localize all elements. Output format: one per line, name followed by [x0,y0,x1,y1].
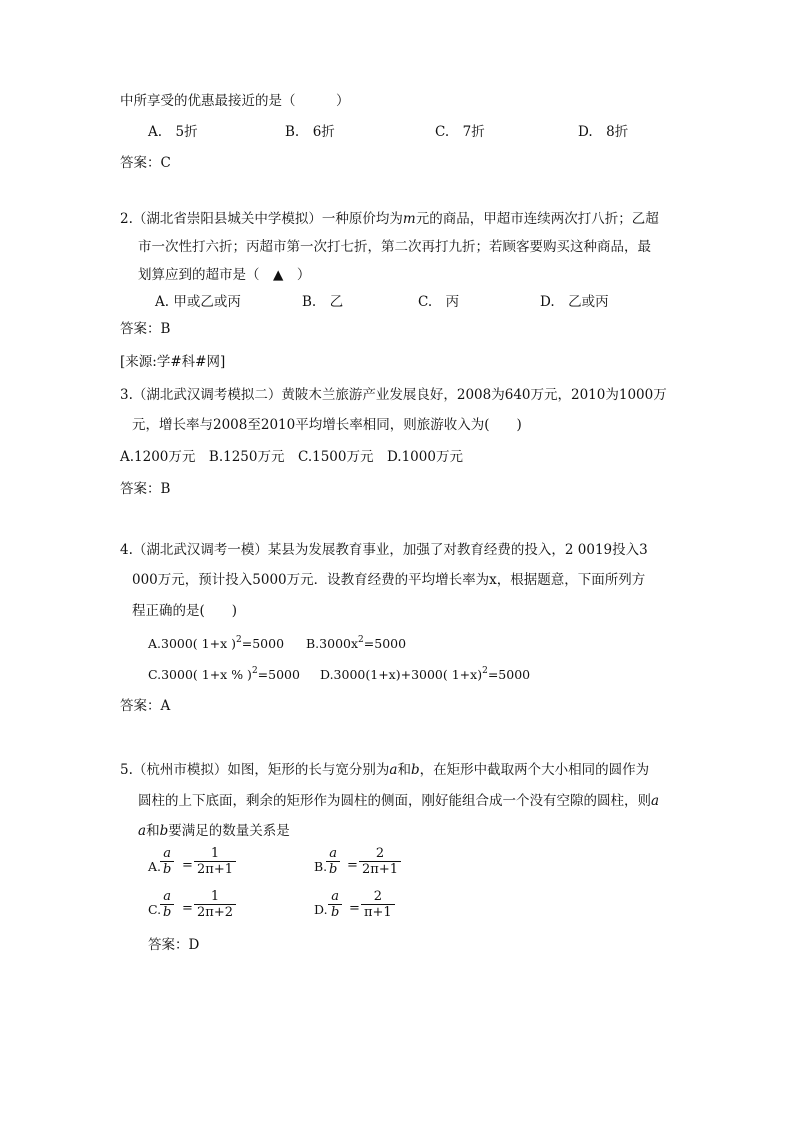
q4-option-c-text: C.3000( 1+x % ) [148,667,252,682]
q5-option-c-lhs-num: a [163,889,172,904]
q1-option-b: B. 6折 [285,124,335,140]
q5-option-c-rhs-num: 1 [210,889,220,904]
q5-option-a-lhs-den: b [163,862,172,877]
q4-option-d-sup: 2 [482,666,488,676]
q5-option-b-label: B. [314,859,328,874]
q3-stem-line1: 3.（湖北武汉调考模拟二）黄陂木兰旅游产业发展良好，2008为640万元，2010为1000万 [120,387,667,403]
q5-var-a-2: a [651,793,660,809]
q5-option-c-lhs-den: b [163,905,172,920]
q1-answer: 答案：C [120,155,171,171]
q2-option-a: A. 甲或乙或丙 [155,294,241,310]
q5-option-b-rhs-den: 2π+1 [362,862,398,877]
q5-option-a-eq: = [182,858,193,873]
q4-option-d [320,666,530,684]
q4-option-c-tail: =5000 [257,667,300,682]
q5-option-c-rhs-den: 2π+2 [197,905,233,920]
q5-var-a-3: a [138,823,147,839]
q5-option-a-rhs [194,846,236,877]
q4-option-a [148,635,284,653]
q5-answer: 答案：D [148,937,200,953]
q5-option-b-eq: = [347,858,358,873]
q5-stem-line3-text-a: 和 [146,823,160,839]
q5-option-b-lhs [326,846,340,877]
q2-option-b: B. 乙 [302,294,344,310]
q4-option-b-sup: 2 [358,635,364,645]
q5-option-a-label: A. [148,859,162,874]
q5-option-d-rhs-num: 2 [373,889,382,904]
q5-option-d-rhs [361,889,395,920]
q4-answer: 答案：A [120,698,171,714]
q2-option-c: C. 丙 [418,294,460,310]
q5-option-d-label: D. [314,902,328,917]
q4-option-b-tail: =5000 [363,636,407,651]
q5-stem-line1-text-a: 5.（杭州市模拟）如图，矩形的长与宽分别为 [120,762,390,778]
q5-option-c-lhs [160,889,174,920]
q5-stem-line1-text-b: 和 [397,762,411,778]
q4-option-d-text: D.3000(1+x)+3000( 1+x) [320,667,483,682]
q5-option-b-rhs [359,846,401,877]
q4-option-c [148,666,300,684]
q5-var-a: a [389,762,398,778]
q1-stem-tail: 中所享受的优惠最接近的是（ ） [120,93,350,109]
q4-option-a-sup: 2 [236,635,242,645]
q3-answer: 答案：B [120,481,171,497]
q5-option-c-label: C. [148,902,162,917]
q5-option-b-lhs-den: b [329,862,338,877]
q5-stem-line3-text-b: 要满足的数量关系是 [168,823,290,839]
source-note: [来源:学#科#网] [120,354,226,370]
q4-option-b [306,635,406,653]
q5-option-d-lhs-num: a [331,889,340,904]
q4-option-c-sup: 2 [251,666,258,676]
q1-option-d: D. 8折 [578,124,629,140]
q4-stem-line2: 000万元，预计投入5000万元．设教育经费的平均增长率为x，根据题意，下面所列方 [132,572,646,588]
q2-stem-line2: 市一次性打六折；丙超市第一次打七折，第二次再打九折；若顾客要购买这种商品，最 [138,239,651,255]
q5-option-b-rhs-num: 2 [375,846,385,861]
q1-option-a: A. 5折 [148,124,198,140]
q2-answer: 答案：B [120,321,171,337]
q3-stem-line2: 元，增长率与2008至2010平均增长率相同，则旅游收入为( ) [132,417,522,433]
q4-stem-line3: 程正确的是( ) [132,603,238,619]
q4-option-d-tail: =5000 [487,667,531,682]
q5-stem-line1 [120,761,649,779]
q5-option-a-lhs [160,846,174,877]
q5-stem-line2 [138,792,659,810]
q5-option-a-lhs-num: a [163,846,172,861]
q2-stem-line1-text-b: 元的商品，甲超市连续两次打八折；乙超 [415,211,659,227]
q1-option-c: C. 7折 [435,124,485,140]
q5-option-a-rhs-den: 2π+1 [197,862,233,877]
q5-option-c-rhs [194,889,236,920]
q5-option-b-lhs-num: a [329,846,338,861]
q5-var-b-2: b [159,823,169,839]
q5-option-c-eq: = [182,901,193,916]
q5-stem-line3 [138,822,290,840]
q5-stem-line2-text: 圆柱的上下底面，剩余的矩形作为圆柱的侧面，刚好能组合成一个没有空隙的圆柱，则 [138,793,651,809]
q4-stem-line1: 4.（湖北武汉调考一模）某县为发展教育事业，加强了对教育经费的投入，2 0019投入3 [120,542,648,558]
q2-stem-line1 [120,210,659,228]
q5-option-d-rhs-den: π+1 [364,905,392,920]
q5-option-a-rhs-num: 1 [210,846,220,861]
q5-option-d-lhs [328,889,342,920]
q5-option-d-lhs-den: b [331,905,340,920]
q5-stem-line1-text-c: ，在矩形中截取两个大小相同的圆作为 [419,762,650,778]
q4-option-a-tail: =5000 [241,636,285,651]
q2-var-m: m [402,211,416,227]
q2-option-d: D. 乙或丙 [540,294,609,310]
q4-option-b-text: B.3000x [306,636,359,651]
q3-options: A.1200万元 B.1250万元 C.1500万元 D.1000万元 [120,449,463,465]
q4-option-a-text: A.3000( 1+x ) [148,636,236,651]
q2-stem-line1-text: 2.（湖北省崇阳县城关中学模拟）一种原价均为 [120,211,403,227]
q2-stem-line3: 划算应到的超市是（ ▲ ） [138,267,311,283]
q5-var-b: b [410,762,420,778]
q5-option-d-eq: = [349,901,360,916]
